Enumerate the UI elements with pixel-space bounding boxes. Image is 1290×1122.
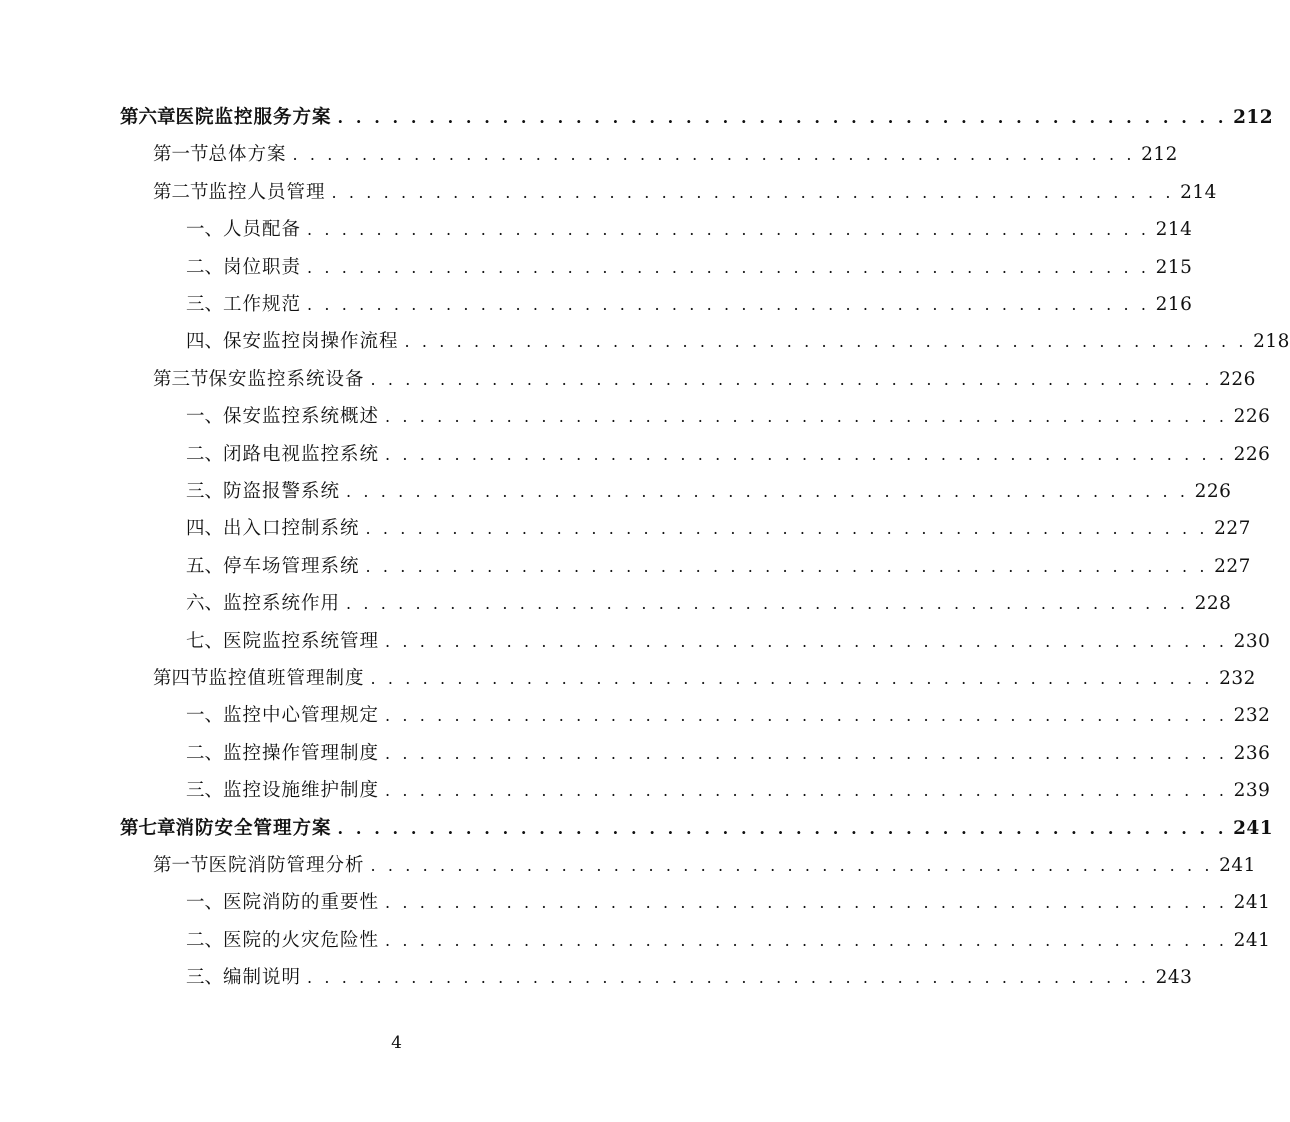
toc-entry-title: 人员配备 [223, 219, 302, 241]
toc-dot-leader: . . . . . . . . . . . . . . . . . . . . . . . . . . . . . . . . . . . . . . . . . . . . . . . . . [385, 743, 1228, 763]
toc-subsection-entry[interactable] [186, 960, 1193, 996]
toc-dot-leader: . . . . . . . . . . . . . . . . . . . . . . . . . . . . . . . . . . . . . . . . . . . . . . . . . [385, 631, 1228, 651]
toc-entry-page: 228 [1194, 593, 1232, 615]
toc-entry-number: 第四节 [153, 668, 209, 689]
toc-entry-page: 218 [1253, 331, 1290, 353]
toc-entry-number: 三、 [186, 481, 224, 502]
toc-dot-leader: . . . . . . . . . . . . . . . . . . . . . . . . . . . . . . . . . . . . . . . . . . . . . . . . . [307, 257, 1150, 277]
toc-entry-page: 214 [1180, 181, 1217, 203]
toc-entry-number: 第一节 [153, 144, 209, 166]
toc-entry-title: 编制说明 [223, 967, 302, 989]
toc-subsection-entry[interactable] [186, 511, 1251, 547]
toc-entry-number: 一、 [186, 892, 224, 914]
toc-dot-leader: . . . . . . . . . . . . . . . . . . . . . . . . . . . . . . . . . . . . . . . . . . . . . . . . . [370, 669, 1214, 688]
toc-entry-page: 241 [1233, 892, 1271, 914]
toc-entry-page: 227 [1214, 518, 1251, 540]
toc-subsection-entry[interactable] [186, 250, 1193, 286]
toc-entry-number: 一、 [186, 406, 224, 428]
toc-entry-title: 工作规范 [223, 294, 302, 315]
toc-chapter-entry[interactable] [120, 100, 1274, 136]
toc-dot-leader: . . . . . . . . . . . . . . . . . . . . . . . . . . . . . . . . . . . . . . . . . . . . . . . . . [365, 556, 1209, 576]
toc-entry-title: 监控系统作用 [223, 593, 341, 615]
toc-entry-number: 第二节 [153, 181, 209, 203]
toc-dot-leader: . . . . . . . . . . . . . . . . . . . . . . . . . . . . . . . . . . . . . . . . . . . . . . . . . [365, 519, 1209, 539]
toc-entry-page: 216 [1155, 294, 1193, 315]
toc-subsection-entry[interactable] [186, 399, 1271, 435]
toc-entry-title: 监控中心管理规定 [223, 705, 380, 727]
toc-dot-leader: . . . . . . . . . . . . . . . . . . . . . . . . . . . . . . . . . . . . . . . . . . . . . . . . . [370, 369, 1214, 389]
toc-entry-title: 出入口控制系统 [223, 518, 360, 540]
toc-entry-title: 医院消防的重要性 [223, 892, 380, 914]
toc-entry-number: 第三节 [153, 368, 209, 390]
toc-entry-page: 232 [1233, 705, 1271, 727]
toc-entry-number: 四、 [186, 518, 224, 540]
toc-entry-page: 239 [1233, 780, 1271, 802]
toc-dot-leader: . . . . . . . . . . . . . . . . . . . . . . . . . . . . . . . . . . . . . . . . . . . . . . . . . [385, 444, 1228, 464]
toc-entry-title: 岗位职责 [223, 256, 302, 278]
toc-subsection-entry[interactable] [186, 923, 1271, 959]
toc-entry-title: 保安监控岗操作流程 [223, 331, 399, 353]
toc-chapter-entry[interactable] [120, 811, 1274, 847]
toc-subsection-entry[interactable] [186, 773, 1271, 809]
toc-subsection-entry[interactable] [186, 324, 1290, 360]
toc-subsection-entry[interactable] [186, 287, 1193, 323]
toc-subsection-entry[interactable] [186, 885, 1271, 921]
toc-dot-leader: . . . . . . . . . . . . . . . . . . . . . . . . . . . . . . . . . . . . . . . . . . . . . . . . . [307, 968, 1150, 988]
toc-section-entry[interactable] [153, 175, 1217, 211]
toc-entry-page: 241 [1219, 855, 1256, 876]
toc-entry-page: 215 [1155, 256, 1193, 278]
toc-dot-leader: . . . . . . . . . . . . . . . . . . . . . . . . . . . . . . . . . . . . . . . . . . . . . . . . . [346, 594, 1189, 614]
toc-entry-page: 226 [1219, 368, 1256, 390]
toc-entry-title: 消防安全管理方案 [175, 817, 332, 839]
toc-entry-number: 二、 [186, 443, 224, 465]
toc-subsection-entry[interactable] [186, 736, 1271, 772]
toc-entry-title: 保安监控系统设备 [208, 368, 365, 390]
toc-entry-title: 停车场管理系统 [223, 555, 360, 577]
toc-dot-leader: . . . . . . . . . . . . . . . . . . . . . . . . . . . . . . . . . . . . . . . . . . . . . . . . . [385, 706, 1228, 726]
toc-dot-leader: . . . . . . . . . . . . . . . . . . . . . . . . . . . . . . . . . . . . . . . . . . . . . . . . . [307, 295, 1150, 314]
toc-subsection-entry[interactable] [186, 549, 1251, 585]
toc-entry-number: 第六章 [120, 107, 176, 128]
toc-entry-number: 二、 [186, 256, 224, 278]
toc-entry-page: 236 [1233, 742, 1271, 764]
toc-subsection-entry[interactable] [186, 212, 1193, 248]
toc-subsection-entry[interactable] [186, 474, 1232, 510]
toc-entry-page: 230 [1233, 630, 1271, 652]
toc-entry-title: 防盗报警系统 [223, 481, 341, 502]
toc-entry-title: 监控设施维护制度 [223, 780, 380, 802]
toc-section-entry[interactable] [153, 137, 1178, 173]
toc-entry-number: 六、 [186, 593, 224, 615]
toc-entry-number: 四、 [186, 331, 224, 353]
toc-entry-page: 227 [1214, 555, 1251, 577]
toc-entry-title: 医院的火灾危险性 [223, 929, 380, 951]
toc-entry-page: 232 [1219, 668, 1256, 689]
toc-entry-page: 212 [1233, 107, 1274, 128]
toc-entry-number: 一、 [186, 219, 224, 241]
toc-subsection-entry[interactable] [186, 586, 1232, 622]
toc-entry-number: 第一节 [153, 855, 209, 876]
toc-entry-title: 监控值班管理制度 [208, 668, 365, 689]
toc-dot-leader: . . . . . . . . . . . . . . . . . . . . . . . . . . . . . . . . . . . . . . . . . . . . . . . . . [385, 407, 1228, 427]
toc-entry-page: 226 [1194, 481, 1232, 502]
toc-dot-leader: . . . . . . . . . . . . . . . . . . . . . . . . . . . . . . . . . . . . . . . . . . . . . . . . . [385, 781, 1228, 801]
toc-dot-leader: . . . . . . . . . . . . . . . . . . . . . . . . . . . . . . . . . . . . . . . . . . . . . . . . . [404, 332, 1248, 352]
toc-entry-page: 241 [1233, 817, 1274, 839]
toc-entry-page: 212 [1141, 144, 1178, 166]
toc-entry-title: 闭路电视监控系统 [223, 443, 380, 465]
toc-subsection-entry[interactable] [186, 698, 1271, 734]
toc-dot-leader: . . . . . . . . . . . . . . . . . . . . . . . . . . . . . . . . . . . . . . . . . . . . . . . . . [385, 893, 1228, 913]
toc-entry-number: 第七章 [120, 817, 176, 839]
toc-subsection-entry[interactable] [186, 437, 1271, 473]
toc-section-entry[interactable] [153, 362, 1256, 398]
toc-entry-title: 医院监控服务方案 [175, 107, 332, 128]
toc-section-entry[interactable] [153, 661, 1256, 697]
toc-entry-page: 241 [1233, 929, 1271, 951]
toc-subsection-entry[interactable] [186, 624, 1271, 660]
toc-entry-number: 三、 [186, 967, 224, 989]
toc-entry-number: 三、 [186, 780, 224, 802]
toc-dot-leader: . . . . . . . . . . . . . . . . . . . . . . . . . . . . . . . . . . . . . . . . . . . . . . . . . [385, 930, 1228, 950]
toc-entry-title: 保安监控系统概述 [223, 406, 380, 428]
toc-entry-number: 七、 [186, 630, 224, 652]
toc-entry-title: 医院监控系统管理 [223, 630, 380, 652]
toc-dot-leader: . . . . . . . . . . . . . . . . . . . . . . . . . . . . . . . . . . . . . . . . . . . . . . . . . [337, 108, 1228, 127]
page-number: 4 [391, 1033, 402, 1053]
toc-entry-number: 三、 [186, 294, 224, 315]
toc-dot-leader: . . . . . . . . . . . . . . . . . . . . . . . . . . . . . . . . . . . . . . . . . . . . . . . . . [331, 182, 1175, 202]
toc-dot-leader: . . . . . . . . . . . . . . . . . . . . . . . . . . . . . . . . . . . . . . . . . . . . . . . . . [307, 220, 1150, 240]
toc-dot-leader: . . . . . . . . . . . . . . . . . . . . . . . . . . . . . . . . . . . . . . . . . . . . . . . . . [337, 818, 1228, 838]
toc-entry-page: 243 [1155, 967, 1193, 989]
toc-entry-number: 五、 [186, 555, 224, 577]
toc-entry-number: 一、 [186, 705, 224, 727]
toc-entry-page: 214 [1155, 219, 1193, 241]
toc-entry-number: 二、 [186, 929, 224, 951]
toc-entry-title: 总体方案 [208, 144, 287, 166]
toc-entry-page: 226 [1233, 406, 1271, 428]
toc-dot-leader: . . . . . . . . . . . . . . . . . . . . . . . . . . . . . . . . . . . . . . . . . . . . . . . . . [346, 482, 1189, 501]
toc-section-entry[interactable] [153, 848, 1256, 884]
toc-dot-leader: . . . . . . . . . . . . . . . . . . . . . . . . . . . . . . . . . . . . . . . . . . . . . . . . . [370, 856, 1214, 875]
toc-entry-number: 二、 [186, 742, 224, 764]
toc-entry-title: 监控人员管理 [208, 181, 326, 203]
toc-dot-leader: . . . . . . . . . . . . . . . . . . . . . . . . . . . . . . . . . . . . . . . . . . . . . . . . . [292, 145, 1136, 165]
toc-entry-title: 监控操作管理制度 [223, 742, 380, 764]
toc-entry-title: 医院消防管理分析 [208, 855, 365, 876]
toc-entry-page: 226 [1233, 443, 1271, 465]
